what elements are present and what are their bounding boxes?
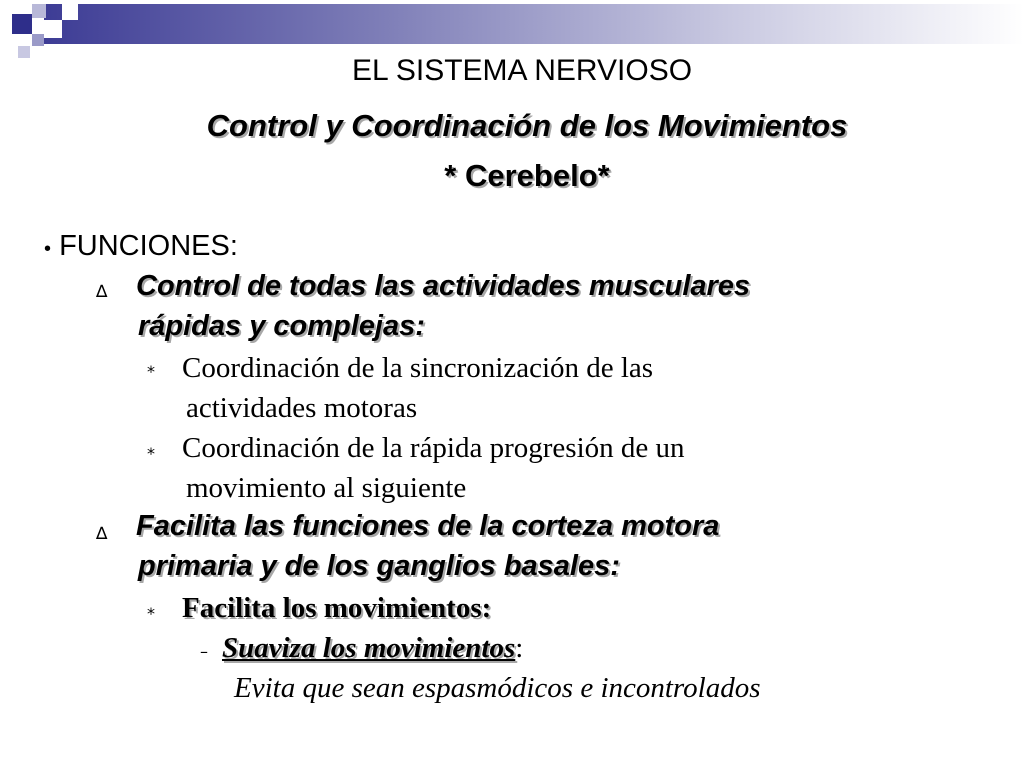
funciones-label: FUNCIONES: bbox=[59, 230, 238, 262]
decorative-square bbox=[44, 20, 62, 38]
section-2-subitem-detail: Evita que sean espasmódicos e incontrolados bbox=[234, 672, 761, 704]
section-1-heading-line-2: rápidas y complejas: bbox=[138, 310, 425, 342]
section-1-item-1-line-1: Coordinación de la sincronización de las bbox=[182, 352, 654, 384]
section-1-item-2-line-2: movimiento al siguiente bbox=[186, 472, 467, 504]
decorative-square bbox=[32, 4, 46, 18]
delta-icon: ∆ bbox=[96, 282, 108, 302]
delta-icon: ∆ bbox=[96, 524, 108, 544]
section-2-heading-line-2: primaria y de los ganglios basales: bbox=[138, 550, 620, 582]
slide-subtitle: Control y Coordinación de los Movimientos bbox=[206, 108, 848, 143]
suaviza-label: Suaviza los movimientos bbox=[222, 632, 516, 664]
decorative-square bbox=[32, 34, 44, 46]
section-1-item-1-line-2: actividades motoras bbox=[186, 392, 418, 424]
section-2-heading-line-1: Facilita las funciones de la corteza motora bbox=[136, 510, 720, 542]
asterisk-icon: * bbox=[147, 444, 155, 463]
suaviza-colon: : bbox=[515, 632, 524, 664]
section-2-item-label: Facilita los movimientos: bbox=[182, 592, 492, 624]
section-1-item-2-line-1: Coordinación de la rápida progresión de un bbox=[182, 432, 685, 464]
dash-icon: – bbox=[200, 642, 208, 661]
slide-title: EL SISTEMA NERVIOSO bbox=[351, 54, 693, 87]
bullet-funciones bbox=[44, 230, 238, 263]
header-gradient-band bbox=[44, 4, 1024, 44]
decorative-square bbox=[62, 4, 78, 20]
asterisk-icon: * bbox=[147, 604, 155, 623]
section-2-subitem bbox=[222, 632, 523, 665]
asterisk-icon: * bbox=[147, 362, 155, 381]
slide-subtitle-cerebelo: * Cerebelo* bbox=[444, 158, 610, 193]
decorative-square bbox=[12, 14, 32, 34]
bullet-dot-icon: • bbox=[44, 238, 52, 260]
section-1-heading-line-1: Control de todas las actividades musculares bbox=[136, 270, 751, 302]
